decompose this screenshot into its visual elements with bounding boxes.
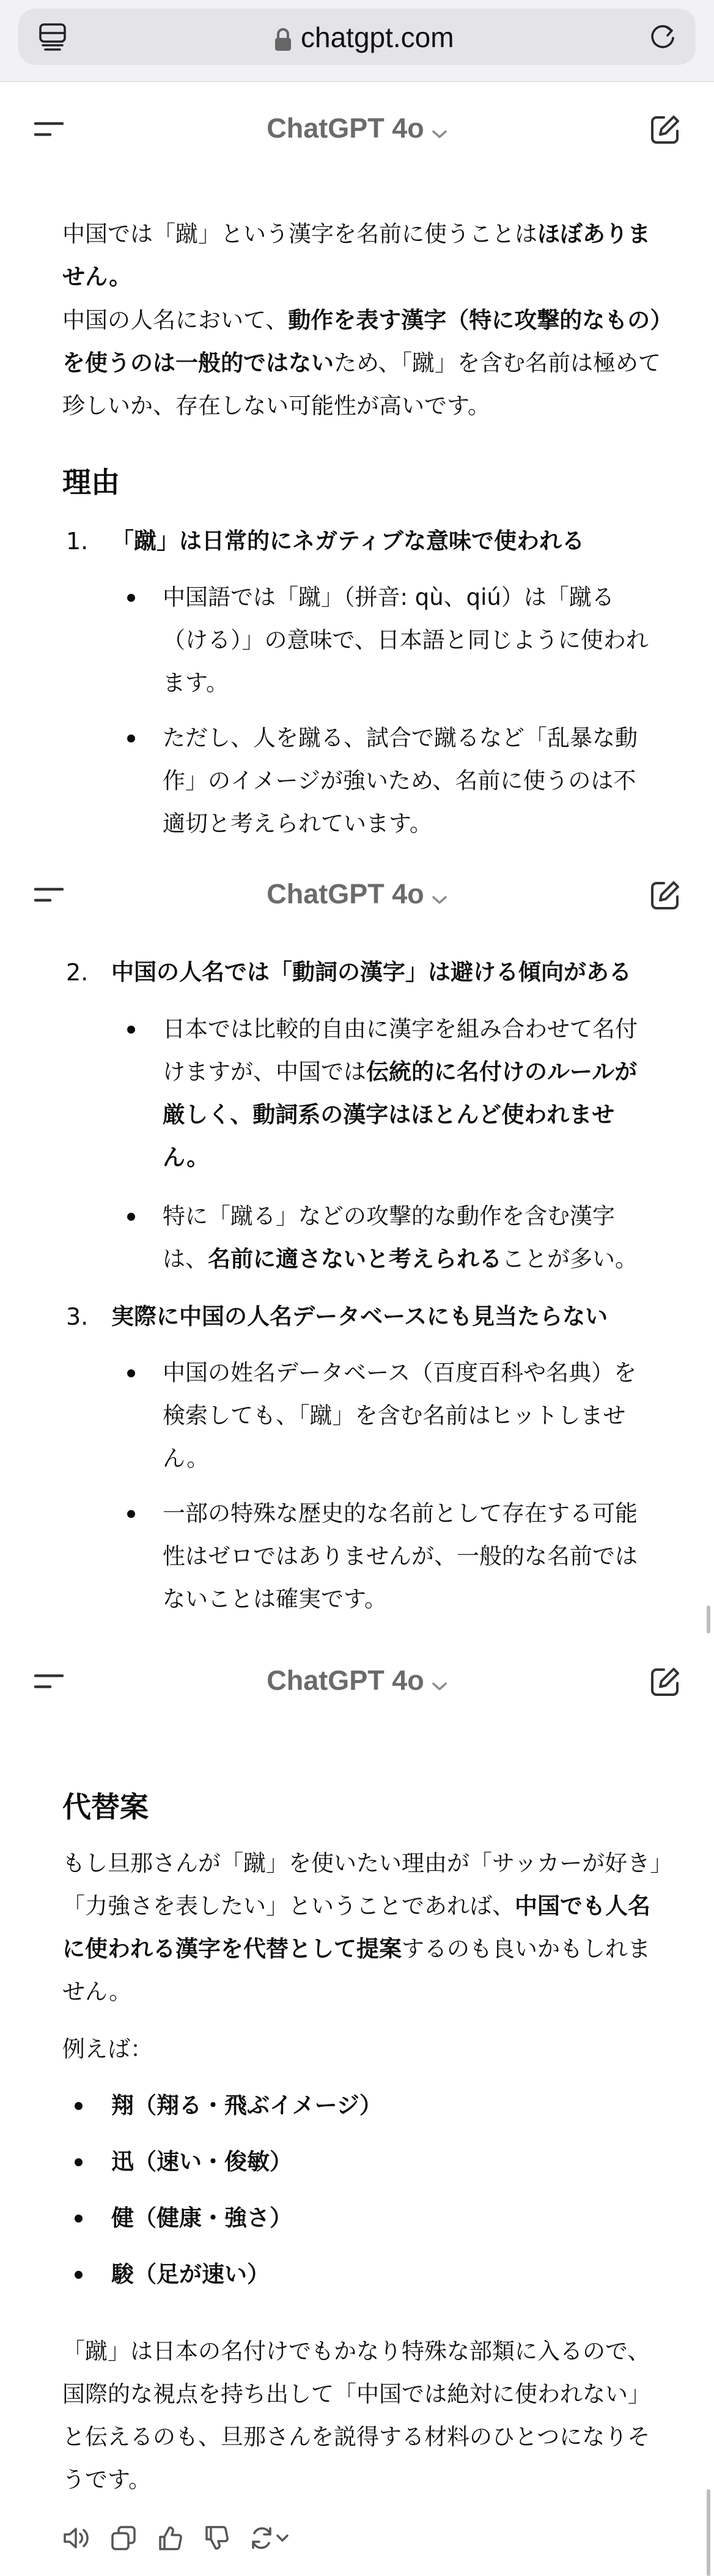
list-number: 2. — [66, 959, 89, 986]
reasons-heading: 理由 — [62, 466, 120, 500]
reason-title: 実際に中国の人名データベースにも見当たらない — [111, 1303, 608, 1330]
thumbs-up-icon[interactable] — [156, 2525, 183, 2554]
chevron-down-icon — [432, 880, 447, 912]
bullet — [75, 2271, 83, 2279]
alternatives-heading: 代替案 — [62, 1791, 149, 1824]
list-item: 日本では比較的自由に漢字を組み合わせて名付けますが、中国では伝統的に名付けのルールが厳しく、動詞系の漢字はほとんど使われません。 — [163, 1016, 638, 1171]
bullet — [75, 2158, 83, 2166]
chat-header — [0, 856, 714, 937]
list-item: 翔（翔る・飛ぶイメージ） — [111, 2092, 382, 2119]
list-item: 健（健康・強さ） — [111, 2205, 292, 2231]
model-selector[interactable] — [0, 113, 714, 146]
new-chat-icon[interactable] — [649, 114, 681, 148]
list-number: 1. — [66, 528, 89, 555]
list-item: 特に「蹴る」などの攻撃的な動作を含む漢字は、名前に適さないと考えられることが多い。 — [163, 1203, 638, 1272]
speaker-icon[interactable] — [61, 2525, 90, 2554]
model-selector[interactable] — [0, 1665, 714, 1698]
examples-label: 例えば： — [62, 2036, 153, 2062]
tabs-icon[interactable] — [38, 22, 67, 54]
regenerate-icon[interactable] — [249, 2525, 292, 2554]
new-chat-icon[interactable] — [649, 879, 681, 914]
intro-paragraph-2: 中国の人名において、動作を表す漢字（特に攻撃的なもの）を使うのは一般的ではないため、「蹴」を含む名前は極めて珍しいか、存在しない可能性が高いです。 — [62, 307, 661, 419]
chat-header — [0, 91, 714, 171]
alternatives-paragraph: もし旦那さんが「蹴」を使いたい理由が「サッカーが好き」「力強さを表したい」ということであれば、中国でも人名に使われる漢字を代替として提案するのも良いかもしれません。 — [62, 1850, 661, 2005]
list-item: 中国語では「蹴」（拼音: qù、qiú）は「蹴る（ける）」の意味で、日本語と同じように使われます。 — [163, 584, 649, 696]
intro-paragraph-1: 中国では「蹴」という漢字を名前に使うことはほぼありません。 — [62, 221, 650, 290]
model-title: ChatGPT 4o — [267, 1665, 424, 1696]
bullet — [127, 594, 135, 602]
model-title: ChatGPT 4o — [267, 113, 424, 144]
list-item: 一部の特殊な歴史的な名前として存在する可能性はゼロではありませんが、一般的な名前ではないことは確実です。 — [163, 1500, 638, 1612]
model-selector[interactable] — [0, 878, 714, 912]
list-item: 中国の姓名データベース（百度百科や名典）を検索しても、「蹴」を含む名前はヒットしません。 — [163, 1360, 637, 1471]
model-title: ChatGPT 4o — [267, 878, 424, 909]
bullet — [75, 2102, 83, 2110]
closing-paragraph: 「蹴」は日本の名付けでもかなり特殊な部類に入るので、国際的な視点を持ち出して「中国では絶対に使われない」と伝えるのも、旦那さんを説得する材料のひとつになりそうです。 — [62, 2338, 650, 2493]
bullet — [127, 1369, 135, 1377]
list-item: 駿（足が速い） — [111, 2261, 270, 2287]
chevron-down-icon — [432, 114, 447, 146]
reason-title: 「蹴」は日常的にネガティブな意味で使われる — [111, 528, 585, 554]
bullet — [127, 1213, 135, 1221]
chat-header — [0, 1643, 714, 1715]
lock-icon — [274, 28, 292, 54]
url-text[interactable]: chatgpt.com — [301, 21, 454, 53]
copy-icon[interactable] — [110, 2525, 137, 2554]
scrollbar[interactable] — [707, 1605, 710, 1634]
list-item: 迅（速い・俊敏） — [111, 2149, 292, 2175]
bullet — [127, 1026, 135, 1034]
new-chat-icon[interactable] — [649, 1666, 681, 1700]
reload-icon[interactable] — [648, 22, 677, 54]
chevron-down-icon — [432, 1667, 447, 1698]
list-number: 3. — [66, 1303, 89, 1330]
address-bar[interactable] — [18, 9, 696, 65]
bullet — [75, 2215, 83, 2223]
reason-title: 中国の人名では「動詞の漢字」は避ける傾向がある — [111, 959, 631, 985]
bullet — [127, 1510, 135, 1518]
bullet — [127, 735, 135, 742]
list-item: ただし、人を蹴る、試合で蹴るなど「乱暴な動作」のイメージが強いため、名前に使うのは不適切と考えられています。 — [163, 725, 638, 837]
browser-toolbar — [0, 0, 714, 82]
thumbs-down-icon[interactable] — [203, 2525, 230, 2554]
scrollbar[interactable] — [707, 2489, 710, 2576]
